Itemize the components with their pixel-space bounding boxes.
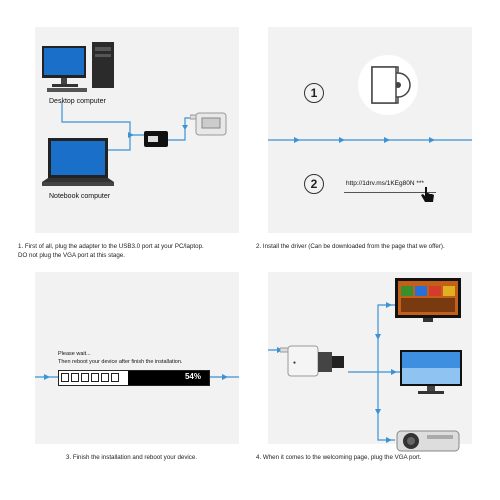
arrow-icon (222, 374, 228, 380)
driver-url-link[interactable]: http://1drv.ms/1KEg80N *** (346, 180, 424, 187)
arrow-icon (294, 137, 300, 143)
progress-segment (91, 373, 99, 382)
tv-wire (348, 305, 395, 372)
arrow-icon (386, 437, 392, 443)
vga-adapter-icon (190, 105, 236, 143)
wait-line-1: Please wait... (58, 351, 91, 357)
progress-segment (61, 373, 69, 382)
install-progress-bar (58, 370, 210, 386)
arrow-icon (128, 132, 134, 138)
arrow-icon (182, 125, 188, 130)
desktop-wire (62, 102, 150, 135)
projector-wire (378, 372, 395, 440)
arrow-icon (429, 137, 435, 143)
monitor-icon (400, 350, 464, 396)
arrow-icon (44, 374, 50, 380)
step-1-caption-line2: DO not plug the VGA port at this stage. (18, 252, 125, 259)
progress-segment (101, 373, 109, 382)
notebook-computer-icon (42, 138, 122, 190)
tv-icon (395, 278, 463, 326)
arrow-icon (391, 369, 397, 375)
notebook-computer-label: Notebook computer (49, 193, 111, 200)
step-1-caption-line1: 1. First of all, plug the adapter to the USB3.0 port at your PC/laptop. (18, 243, 204, 250)
step-3-caption: 3. Finish the installation and reboot your device. (66, 454, 198, 461)
progress-percent-label: 54% (184, 372, 201, 381)
usb-plug-icon (142, 128, 170, 150)
desktop-computer-label: Desktop computer (49, 98, 106, 105)
driver-disc-icon (358, 55, 424, 117)
step-number-2: 2 (304, 174, 324, 194)
progress-segment (81, 373, 89, 382)
step-4-caption: 4. When it comes to the welcoming page, plug the VGA port. (256, 454, 422, 461)
arrow-icon (375, 409, 381, 415)
arrow-icon (339, 137, 345, 143)
projector-icon (395, 425, 463, 455)
progress-segment (71, 373, 79, 382)
wait-line-2: Then reboot your device after finish the installation. (58, 359, 183, 365)
step-2-caption: 2. Install the driver (Can be downloaded from the page that we offer). (256, 243, 445, 250)
desktop-computer-icon (42, 42, 122, 94)
svg-text:●: ● (293, 360, 297, 366)
vga-adapter-plugged-icon (280, 340, 352, 390)
progress-segment (111, 373, 119, 382)
arrow-icon (386, 302, 392, 308)
step-1-caption (18, 242, 258, 260)
arrow-icon (384, 137, 390, 143)
step-number-1: 1 (304, 83, 324, 103)
please-wait-text (58, 350, 182, 366)
arrow-icon (375, 334, 381, 340)
hand-pointer-icon (420, 186, 436, 204)
